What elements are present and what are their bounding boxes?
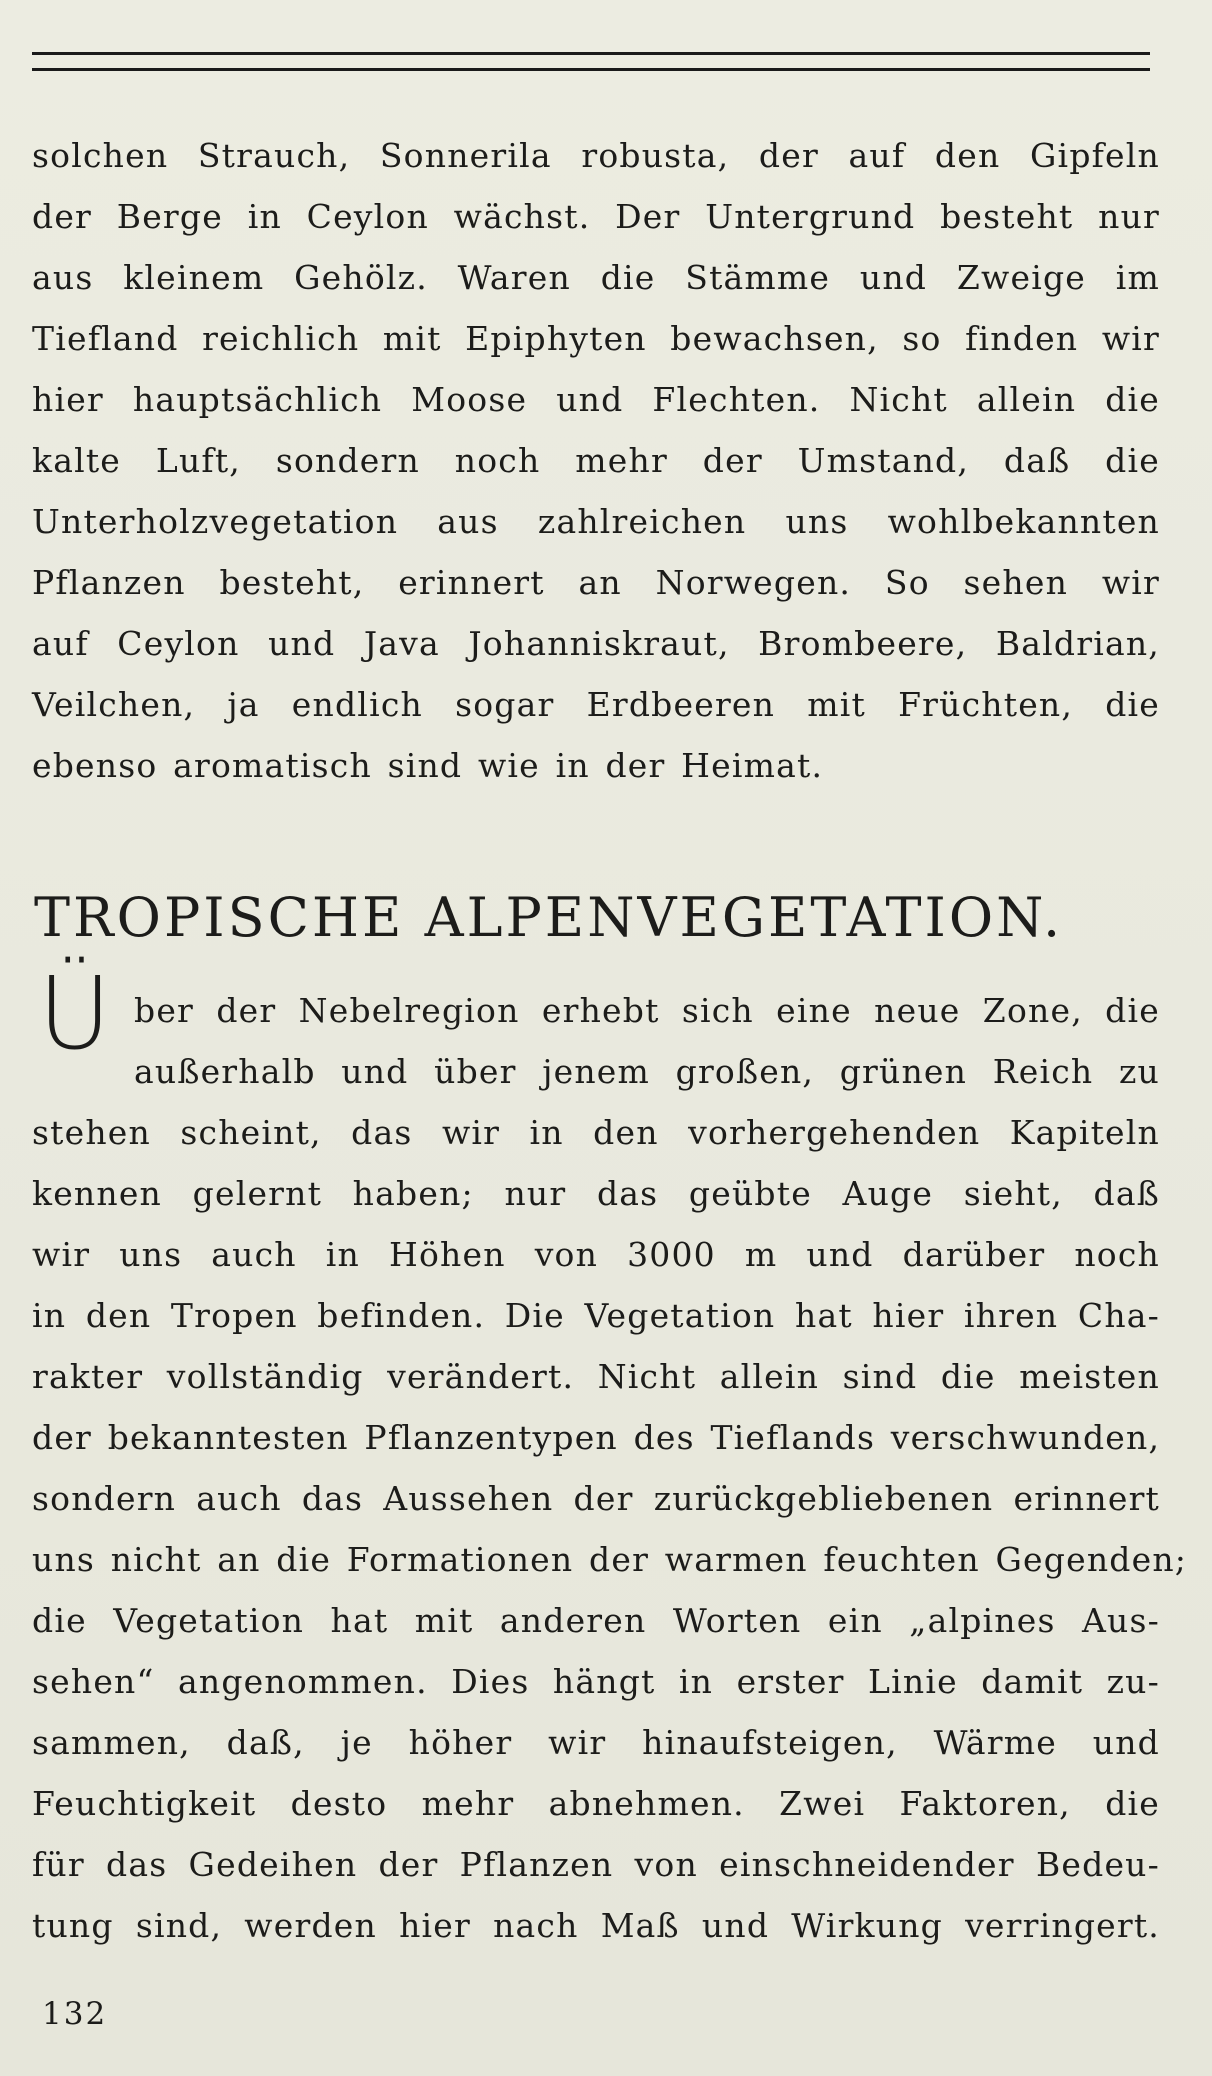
text-line: Unterholzvegetation aus zahlreichen uns wohlbekannten <box>32 502 1160 541</box>
text-line: stehen scheint, das wir in den vorhergehenden Kapiteln <box>32 1113 1160 1152</box>
text-line: hier hauptsächlich Moose und Flechten. Nicht allein die <box>32 380 1160 419</box>
text-line: sehen“ angenommen. Dies hängt in erster Linie damit zu- <box>32 1662 1160 1701</box>
text-line: in den Tropen befinden. Die Vegetation hat hier ihren Cha- <box>32 1296 1160 1335</box>
text-line: tung sind, werden hier nach Maß und Wirkung verringert. <box>32 1906 1160 1945</box>
text-line: der Berge in Ceylon wächst. Der Untergrund besteht nur <box>32 197 1160 236</box>
text-line: sammen, daß, je höher wir hinaufsteigen, Wärme und <box>32 1723 1160 1762</box>
text-line: rakter vollständig verändert. Nicht allein sind die meisten <box>32 1357 1160 1396</box>
text-line: uns nicht an die Formationen der warmen feuchten Gegenden; <box>32 1540 1188 1579</box>
drop-cap: Ü <box>38 955 112 1072</box>
text-line: kalte Luft, sondern noch mehr der Umstand, daß die <box>32 441 1160 480</box>
text-line: kennen gelernt haben; nur das geübte Auge sieht, daß <box>32 1174 1160 1213</box>
text-line: Veilchen, ja endlich sogar Erdbeeren mit Früchten, die <box>32 685 1160 724</box>
text-line: ebenso aromatisch sind wie in der Heimat. <box>32 746 824 785</box>
text-line: Tiefland reichlich mit Epiphyten bewachsen, so finden wir <box>32 319 1160 358</box>
section-heading: TROPISCHE ALPENVEGETATION. <box>34 886 1064 949</box>
page-number: 132 <box>42 1996 108 2032</box>
text-line: Feuchtigkeit desto mehr abnehmen. Zwei Faktoren, die <box>32 1784 1160 1823</box>
text-line: auf Ceylon und Java Johanniskraut, Brombeere, Baldrian, <box>32 624 1160 663</box>
text-line: solchen Strauch, Sonnerila robusta, der auf den Gipfeln <box>32 136 1160 175</box>
text-line: die Vegetation hat mit anderen Worten ein „alpines Aus- <box>32 1601 1160 1640</box>
paragraph-section <box>32 980 1188 1956</box>
paragraph-continuation <box>32 125 1160 796</box>
text-line: ber der Nebelregion erhebt sich eine neue Zone, die <box>134 991 1160 1030</box>
text-line: aus kleinem Gehölz. Waren die Stämme und Zweige im <box>32 258 1160 297</box>
header-rule-thin <box>32 68 1150 71</box>
header-rule-thick <box>32 52 1150 55</box>
text-line: wir uns auch in Höhen von 3000 m und darüber noch <box>32 1235 1160 1274</box>
text-line: sondern auch das Aussehen der zurückgebliebenen erinnert <box>32 1479 1160 1518</box>
text-line: der bekanntesten Pflanzentypen des Tieflands verschwunden, <box>32 1418 1161 1457</box>
text-line: außerhalb und über jenem großen, grünen Reich zu <box>134 1052 1160 1091</box>
text-line: Pflanzen besteht, erinnert an Norwegen. So sehen wir <box>32 563 1160 602</box>
text-line: für das Gedeihen der Pflanzen von einschneidender Bedeu- <box>32 1845 1160 1884</box>
